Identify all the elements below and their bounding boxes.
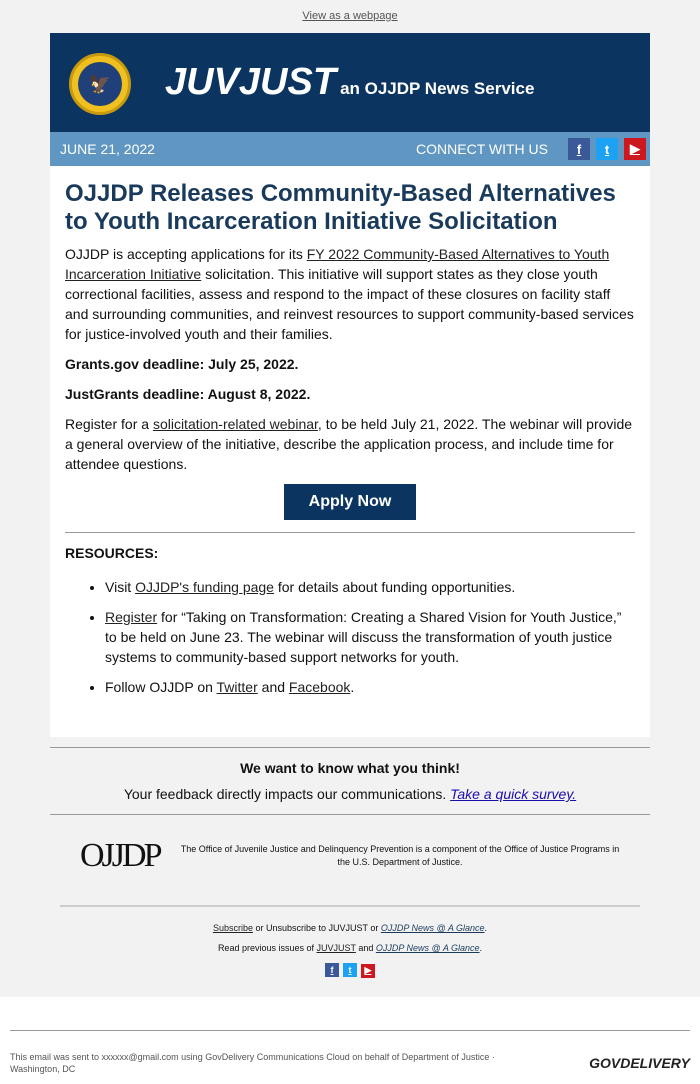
- subscribe-link[interactable]: Subscribe: [212, 923, 253, 933]
- list-item: [105, 607, 635, 667]
- apply-now-button[interactable]: Apply Now: [284, 484, 417, 520]
- twitter-icon[interactable]: t: [343, 963, 357, 977]
- juvjust-archive-link[interactable]: JUVJUST: [316, 943, 356, 953]
- register-link[interactable]: Register: [105, 609, 158, 625]
- list-item: [105, 577, 635, 597]
- text: for “Taking on Transformation: Creating a Shared Vision for Youth Justice,” to be held on June 23. The webinar will discuss the transformation of youth justice systems to community-based support networks for youth.: [105, 609, 622, 665]
- news-at-a-glance-link[interactable]: OJJDP News @ A Glance: [380, 923, 485, 933]
- text: Register for a: [65, 416, 153, 432]
- view-as-webpage-link[interactable]: View as a webpage: [302, 10, 398, 22]
- youtube-icon[interactable]: ▶: [624, 138, 646, 160]
- funding-page-link[interactable]: OJJDP's funding page: [135, 579, 274, 595]
- feedback-section: [50, 747, 650, 815]
- solicitation-link[interactable]: FY 2022 Community-Based Alternatives to Youth Incarceration Initiative: [65, 246, 610, 282]
- webinar-paragraph: [65, 414, 635, 474]
- delivery-footer: [10, 1030, 690, 1075]
- org-info: [60, 815, 640, 907]
- twitter-link[interactable]: Twitter: [216, 679, 258, 695]
- text: for details about funding opportunities.: [273, 579, 516, 595]
- brand-tagline: an OJJDP News Service: [340, 79, 535, 98]
- article-intro: [65, 244, 635, 344]
- text: and: [355, 943, 376, 953]
- text: , to be held July 21, 2022. The webinar will provide a general overview of the initiative, describe the application process, and include time for attendee questions.: [65, 416, 633, 472]
- text: and: [257, 679, 289, 695]
- text: .: [479, 943, 483, 953]
- text: .: [350, 679, 355, 695]
- facebook-icon[interactable]: f: [325, 963, 339, 977]
- issue-date: JUNE 21, 2022: [60, 141, 155, 157]
- resources-list: [105, 577, 635, 697]
- org-description: The Office of Juvenile Justice and Delinquency Prevention is a component of the Office of Justice Programs in the U.S. Department of Justice.: [180, 844, 620, 867]
- facebook-icon[interactable]: f: [568, 138, 590, 160]
- text: OJJDP is accepting applications for its: [65, 246, 307, 262]
- sent-notice: This email was sent to xxxxxx@gmail.com using GovDelivery Communications Cloud on behalf of Department of Justice · Washington, DC: [10, 1052, 495, 1074]
- list-item: [105, 677, 635, 697]
- text: Visit: [105, 579, 136, 595]
- feedback-text: [50, 786, 650, 802]
- date-bar: [50, 132, 650, 166]
- divider: [65, 532, 635, 533]
- text: solicitation. This initiative will support states as they close youth correctional facilities, assess and respond to the impact of these closures on facility staff and surrounding communities, and reinvest resources to support community-based services for justice-involved youth and their families.: [65, 266, 634, 342]
- text: Your feedback directly impacts our communications.: [123, 786, 451, 802]
- facebook-link[interactable]: Facebook: [288, 679, 351, 695]
- doj-seal-icon: 🦅: [69, 53, 131, 115]
- brand-title: [165, 61, 534, 104]
- article-title: OJJDP Releases Community-Based Alternatives to Youth Incarceration Initiative Solicitation: [65, 180, 616, 235]
- text: .: [484, 923, 488, 933]
- youtube-icon[interactable]: ▶: [361, 964, 375, 978]
- webinar-link[interactable]: solicitation-related webinar: [152, 416, 318, 432]
- text: Read previous issues of: [217, 943, 317, 953]
- view-as-webpage-row: [0, 10, 700, 33]
- survey-link[interactable]: Take a quick survey.: [450, 786, 577, 802]
- justgrants-deadline: JustGrants deadline: August 8, 2022.: [65, 386, 311, 402]
- ojjdp-logo: OJJDP: [80, 837, 160, 874]
- text: Follow OJJDP on: [105, 679, 217, 695]
- header-banner: [50, 33, 650, 132]
- feedback-question: We want to know what you think!: [240, 760, 460, 776]
- news-archive-link[interactable]: OJJDP News @ A Glance: [375, 943, 480, 953]
- footer-links: [50, 907, 650, 978]
- connect-label: CONNECT WITH US: [416, 141, 548, 157]
- text: or Unsubscribe to JUVJUST or: [252, 923, 381, 933]
- grants-gov-deadline: Grants.gov deadline: July 25, 2022.: [65, 356, 299, 372]
- brand-name: JUVJUST: [165, 61, 337, 103]
- resources-heading: RESOURCES:: [65, 545, 159, 561]
- twitter-icon[interactable]: t: [596, 138, 618, 160]
- govdelivery-logo: GOVDELIVERY: [589, 1055, 690, 1071]
- article: [50, 166, 650, 737]
